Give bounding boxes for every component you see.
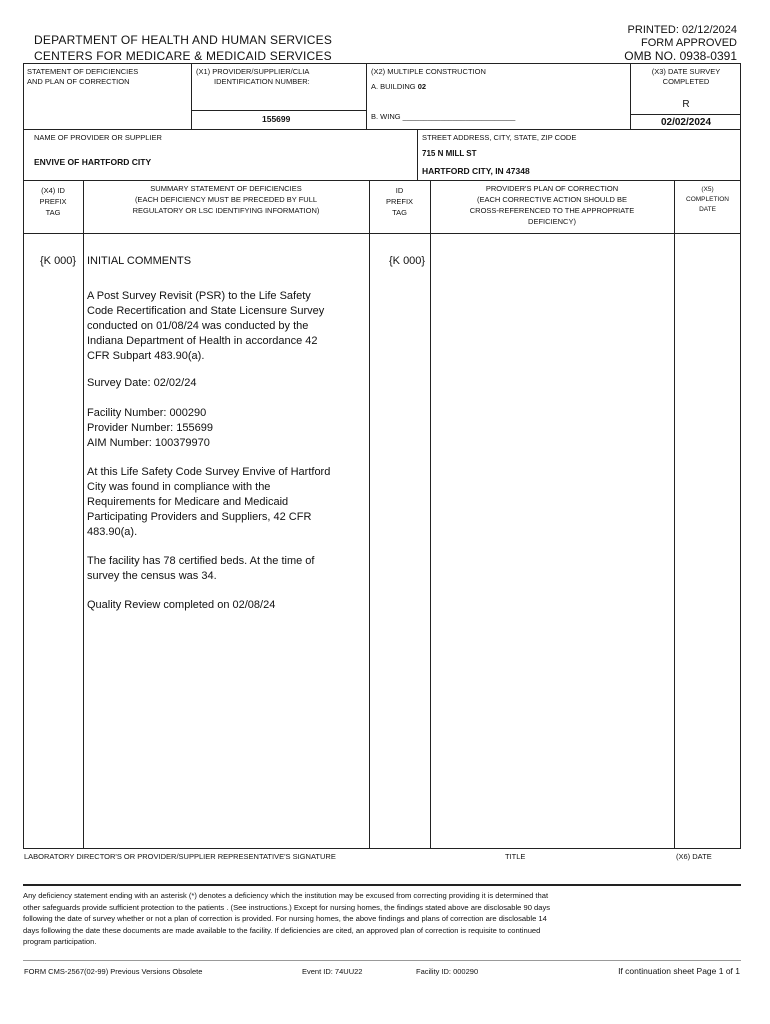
col-id-3: TAG [392,208,407,217]
col-plan-4: DEFICIENCY) [528,217,576,226]
tag-right: {K 000} [389,255,426,267]
agency-line-2: CENTERS FOR MEDICARE & MEDICAID SERVICES [34,49,332,63]
col-plan-1: PROVIDER'S PLAN OF CORRECTION [485,184,619,193]
printed-date: PRINTED: 02/12/2024 [627,24,737,36]
col-x4-2: PREFIX [39,197,67,206]
col-summary-1: SUMMARY STATEMENT OF DEFICIENCIES [150,184,302,193]
paragraph-4: At this Life Safety Code Survey Envive of Hartford City was found in compliance with the Requirements for Medicare and Medicaid Participating Providers and Suppliers, 42 CFR 483.90(a). [87,466,331,538]
paragraph-3: Facility Number: 000290 Provider Number: 155699 AIM Number: 100379970 [87,407,213,449]
building-value: 02 [417,82,427,91]
building-line [371,82,426,92]
address-label: STREET ADDRESS, CITY, STATE, ZIP CODE [422,133,577,142]
city-state-zip: HARTFORD CITY, IN 47348 [422,166,530,176]
x1-label-1: (X1) PROVIDER/SUPPLIER/CLIA [196,67,310,76]
col-plan-3: CROSS-REFERENCED TO THE APPROPRIATE [469,206,635,215]
col-x5-2: COMPLETION [686,196,729,203]
omb-number: OMB NO. 0938-0391 [624,49,737,63]
x2-label: (X2) MULTIPLE CONSTRUCTION [371,67,486,76]
col-id-2: PREFIX [385,197,414,206]
col-x4-3: TAG [45,208,61,217]
x6-date-label: (X6) DATE [676,852,712,861]
agency-line-1: DEPARTMENT OF HEALTH AND HUMAN SERVICES [34,33,333,47]
col-x4-1: (X4) ID [41,186,65,195]
tag-left: {K 000} [40,255,77,267]
form-approved: FORM APPROVED [641,37,737,49]
footer-form-id: FORM CMS-2567(02-99) Previous Versions Obsolete [24,967,203,976]
x3-label-2: COMPLETED [662,77,710,86]
x3-survey-date: 02/02/2024 [660,117,712,128]
paragraph-2: Survey Date: 02/02/24 [87,377,197,389]
provider-name-label: NAME OF PROVIDER OR SUPPLIER [34,133,162,142]
col-x5-3: DATE [699,206,716,213]
statement-label-2: AND PLAN OF CORRECTION [27,77,130,86]
signature-label: LABORATORY DIRECTOR'S OR PROVIDER/SUPPLIER REPRESENTATIVE'S SIGNATURE [24,852,336,861]
street-address: 715 N MILL ST [422,149,477,158]
paragraph-6: Quality Review completed on 02/08/24 [87,599,276,611]
col-id-1: ID [395,186,404,195]
statement-label-1: STATEMENT OF DEFICIENCIES [27,67,139,76]
entry-heading: INITIAL COMMENTS [87,255,192,267]
col-plan-2: (EACH CORRECTIVE ACTION SHOULD BE [476,195,628,204]
col-summary-2: (EACH DEFICIENCY MUST BE PRECEDED BY FULL [134,195,318,204]
building-label: A. BUILDING [371,82,416,91]
provider-name: ENVIVE OF HARTFORD CITY [34,157,152,167]
footer-continuation: If continuation sheet Page 1 of 1 [618,966,740,976]
col-x5-1: (X5) [701,186,714,193]
title-label: TITLE [505,852,526,861]
col-summary-3: REGULATORY OR LSC IDENTIFYING INFORMATION) [132,206,320,215]
disclaimer: Any deficiency statement ending with an asterisk (*) denotes a deficiency which the institution may be excused from correcting providing it is determined that other safeguards provide sufficient protection to the patients . (See instructions.) Except for nursing homes, the findings stated above are disclosable 90 days following the date of survey whether or not a plan of correction is provided. For nursing homes, the above findings and plans of correction are disclosable 14 days following the date these documents are made available to the facility. If deficiencies are cited, an approved plan of correction is requisite to continued program participation. [23,891,551,946]
wing-line: B. WING ___________________________ [371,112,516,121]
paragraph-5: The facility has 78 certified beds. At the time of survey the census was 34. [87,555,315,582]
x1-provider-number: 155699 [262,114,291,124]
paragraph-1: A Post Survey Revisit (PSR) to the Life Safety Code Recertification and State Licensure Survey conducted on 01/08/24 was conducted by the Indiana Department of Health in accordance 42 CFR Subpart 483.90(a). [87,290,325,362]
x3-flag: R [682,99,690,110]
footer-event-id: Event ID: 74UU22 [302,967,363,976]
footer-facility-id: Facility ID: 000290 [416,967,479,976]
x1-label-2: IDENTIFICATION NUMBER: [214,77,310,86]
x3-label-1: (X3) DATE SURVEY [651,67,721,76]
